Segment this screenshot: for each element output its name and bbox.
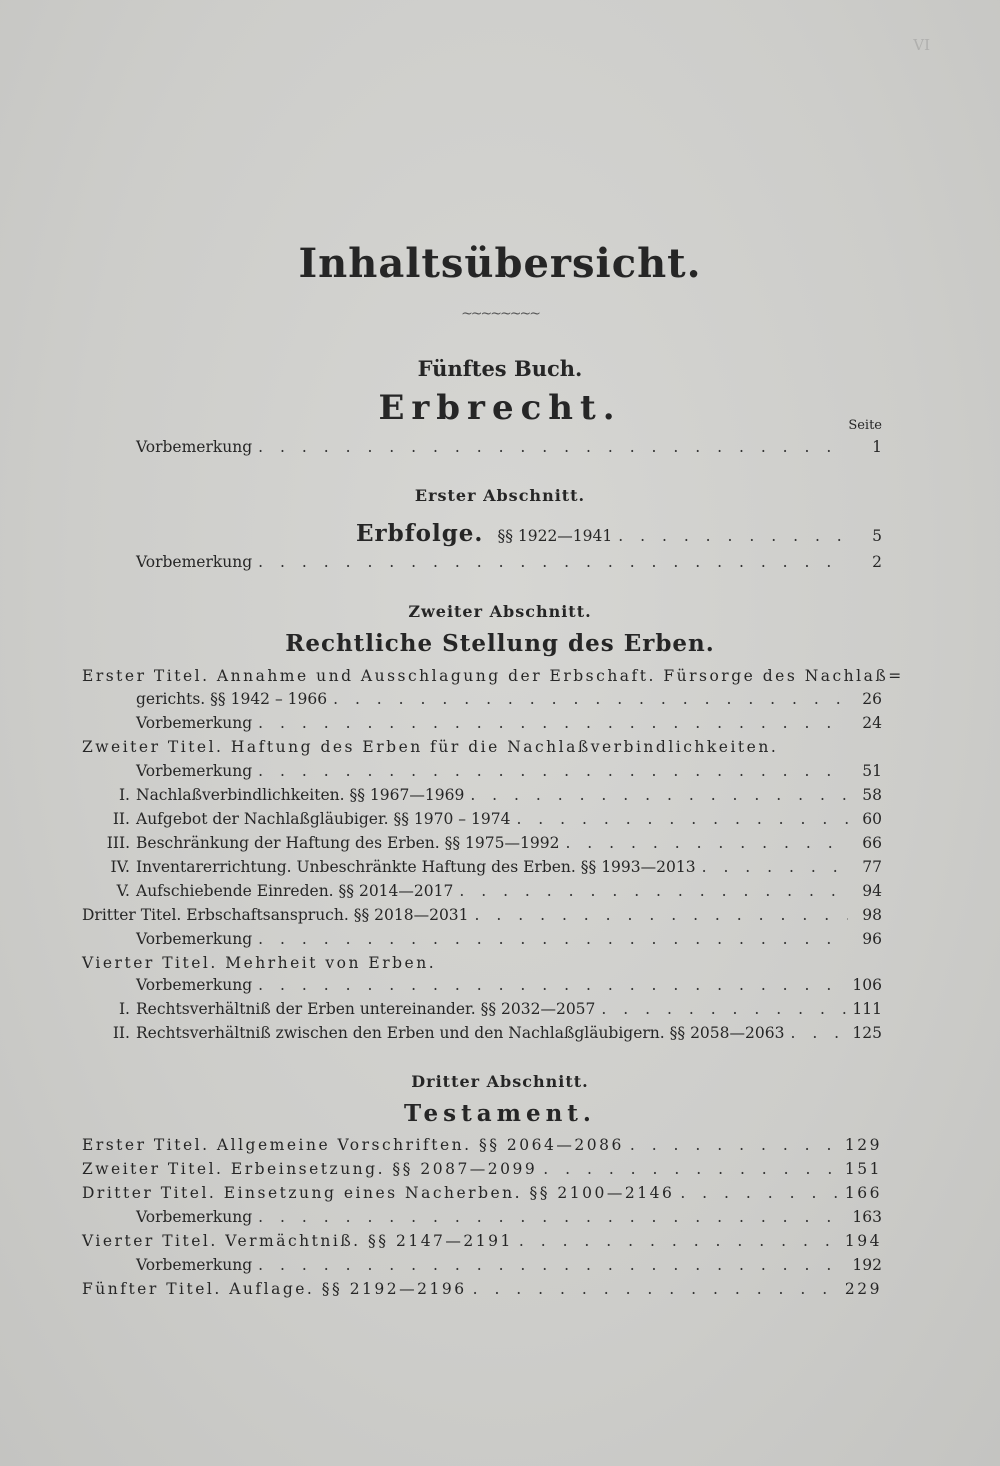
title-ornament: ~~~~~~~~ [461, 306, 539, 322]
toc-entry[interactable] [82, 1184, 882, 1208]
toc-entry[interactable] [80, 882, 882, 906]
title-line: Vierter Titel. Mehrheit von Erben. [82, 954, 437, 972]
entry-paragraphs: §§ 1922—1941 [497, 527, 613, 545]
roman-numeral: III. [106, 834, 130, 852]
toc-entry[interactable] [136, 690, 882, 714]
entry-label: Aufschiebende Einreden. §§ 2014—2017 [136, 882, 454, 900]
entry-page: 111 [852, 1000, 882, 1018]
entry-label: Vorbemerkung [136, 762, 253, 780]
title-line: Zweiter Titel. Haftung des Erben für die Nachlaßverbindlichkeiten. [82, 738, 779, 756]
leader-dots [790, 1024, 846, 1042]
toc-entry[interactable] [80, 810, 882, 834]
entry-label: Nachlaßverbindlichkeiten. §§ 1967—1969 [136, 786, 465, 804]
entry-label: Vierter Titel. Vermächtniß. §§ 2147—2191 [82, 1232, 513, 1250]
entry-page: 125 [852, 1024, 882, 1042]
leader-dots [601, 1000, 846, 1018]
toc-entry[interactable] [356, 520, 882, 550]
entry-page: 1 [872, 438, 882, 456]
entry-page: 106 [852, 976, 882, 994]
entry-label: Vorbemerkung [136, 438, 253, 456]
toc-entry[interactable] [80, 786, 882, 810]
toc-entry[interactable] [80, 1000, 882, 1024]
leader-dots [258, 714, 848, 732]
leader-dots [258, 553, 848, 571]
section-label: Erster Abschnitt. [414, 486, 586, 505]
entry-label: Rechtsverhältniß zwischen den Erben und den Nachlaßgläubigern. §§ 2058—2063 [136, 1024, 785, 1042]
section-label: Dritter Abschnitt. [411, 1072, 589, 1091]
entry-label: Aufgebot der Nachlaßgläubiger. §§ 1970 – 1974 [136, 810, 511, 828]
toc-entry[interactable] [136, 438, 882, 462]
entry-label: Vorbemerkung [136, 714, 253, 732]
entry-label: Dritter Titel. Einsetzung eines Nacherben. §§ 2100—2146 [82, 1184, 675, 1202]
roman-numeral: V. [116, 882, 130, 900]
leader-dots [680, 1184, 839, 1202]
entry-page: 26 [862, 690, 882, 708]
roman-numeral: II. [112, 1024, 130, 1042]
entry-page: 60 [862, 810, 882, 828]
leader-dots [630, 1136, 839, 1154]
leader-dots [516, 810, 848, 828]
entry-page: 94 [862, 882, 882, 900]
leader-dots [519, 1232, 839, 1250]
toc-entry[interactable] [136, 714, 882, 738]
toc-entry[interactable] [82, 906, 882, 930]
leader-dots [702, 858, 848, 876]
title-line: Erster Titel. Annahme und Ausschlagung der Erbschaft. Fürsorge des Nachlaß= [82, 667, 904, 685]
toc-entry[interactable] [82, 1232, 882, 1256]
toc-entry[interactable] [136, 1208, 882, 1232]
entry-page: 166 [844, 1184, 882, 1202]
entry-label: Erster Titel. Allgemeine Vorschriften. §§ 2064—2086 [82, 1136, 624, 1154]
entry-page: 96 [862, 930, 882, 948]
entry-page: 58 [862, 786, 882, 804]
entry-label: Vorbemerkung [136, 976, 253, 994]
toc-entry[interactable] [82, 1160, 882, 1184]
entry-label: Vorbemerkung [136, 1256, 253, 1274]
entry-page: 192 [852, 1256, 882, 1274]
running-page-number: VI [913, 36, 930, 54]
toc-entry[interactable] [80, 834, 882, 858]
section-heading: Erbfolge. [356, 520, 484, 547]
toc-entry[interactable] [80, 1024, 882, 1048]
entry-label: Vorbemerkung [136, 553, 253, 571]
leader-dots [543, 1160, 839, 1178]
entry-page: 129 [844, 1136, 882, 1154]
entry-page: 2 [872, 553, 882, 571]
entry-page: 51 [862, 762, 882, 780]
entry-page: 229 [844, 1280, 882, 1298]
roman-numeral: I. [118, 1000, 130, 1018]
leader-dots [565, 834, 848, 852]
entry-label: gerichts. §§ 1942 – 1966 [136, 690, 328, 708]
entry-page: 66 [862, 834, 882, 852]
entry-label: Beschränkung der Haftung des Erben. §§ 1975—1992 [136, 834, 560, 852]
entry-page: 151 [844, 1160, 882, 1178]
toc-entry[interactable] [136, 976, 882, 1000]
entry-page: 194 [844, 1232, 882, 1250]
page-column-label: Seite [848, 418, 882, 433]
leader-dots [258, 930, 848, 948]
roman-numeral: I. [118, 786, 130, 804]
entry-page: 24 [862, 714, 882, 732]
leader-dots [258, 976, 846, 994]
book-subject: Erbrecht. [378, 388, 622, 428]
leader-dots [473, 1280, 839, 1298]
entry-label: Rechtsverhältniß der Erben untereinander. §§ 2032—2057 [136, 1000, 596, 1018]
leader-dots [258, 1208, 846, 1226]
leader-dots [258, 438, 848, 456]
entry-page: 5 [872, 527, 882, 545]
entry-label: Fünfter Titel. Auflage. §§ 2192—2196 [82, 1280, 467, 1298]
entry-label: Dritter Titel. Erbschaftsanspruch. §§ 2018—2031 [82, 906, 469, 924]
toc-entry[interactable] [136, 930, 882, 954]
toc-entry[interactable] [80, 858, 882, 882]
entry-label: Zweiter Titel. Erbeinsetzung. §§ 2087—2099 [82, 1160, 538, 1178]
leader-dots [258, 1256, 846, 1274]
book-label: Fünftes Buch. [417, 356, 583, 381]
leader-dots [475, 906, 848, 924]
roman-numeral: II. [112, 810, 130, 828]
section-heading: Testament. [404, 1100, 596, 1127]
entry-page: 163 [852, 1208, 882, 1226]
roman-numeral: IV. [110, 858, 130, 876]
entry-label: Inventarerrichtung. Unbeschränkte Haftung des Erben. §§ 1993—2013 [136, 858, 696, 876]
entry-page: 98 [862, 906, 882, 924]
leader-dots [618, 527, 848, 545]
toc-entry[interactable] [82, 1136, 882, 1160]
toc-entry[interactable] [136, 762, 882, 786]
toc-entry[interactable] [82, 1280, 882, 1304]
section-label: Zweiter Abschnitt. [408, 602, 592, 621]
entry-label: Vorbemerkung [136, 1208, 253, 1226]
entry-page: 77 [862, 858, 882, 876]
leader-dots [470, 786, 848, 804]
leader-dots [333, 690, 848, 708]
section-heading: Rechtliche Stellung des Erben. [285, 630, 715, 657]
entry-label: Vorbemerkung [136, 930, 253, 948]
page-title: Inhaltsübersicht. [298, 240, 702, 287]
leader-dots [459, 882, 848, 900]
toc-entry[interactable] [136, 553, 882, 577]
toc-entry[interactable] [136, 1256, 882, 1280]
leader-dots [258, 762, 848, 780]
